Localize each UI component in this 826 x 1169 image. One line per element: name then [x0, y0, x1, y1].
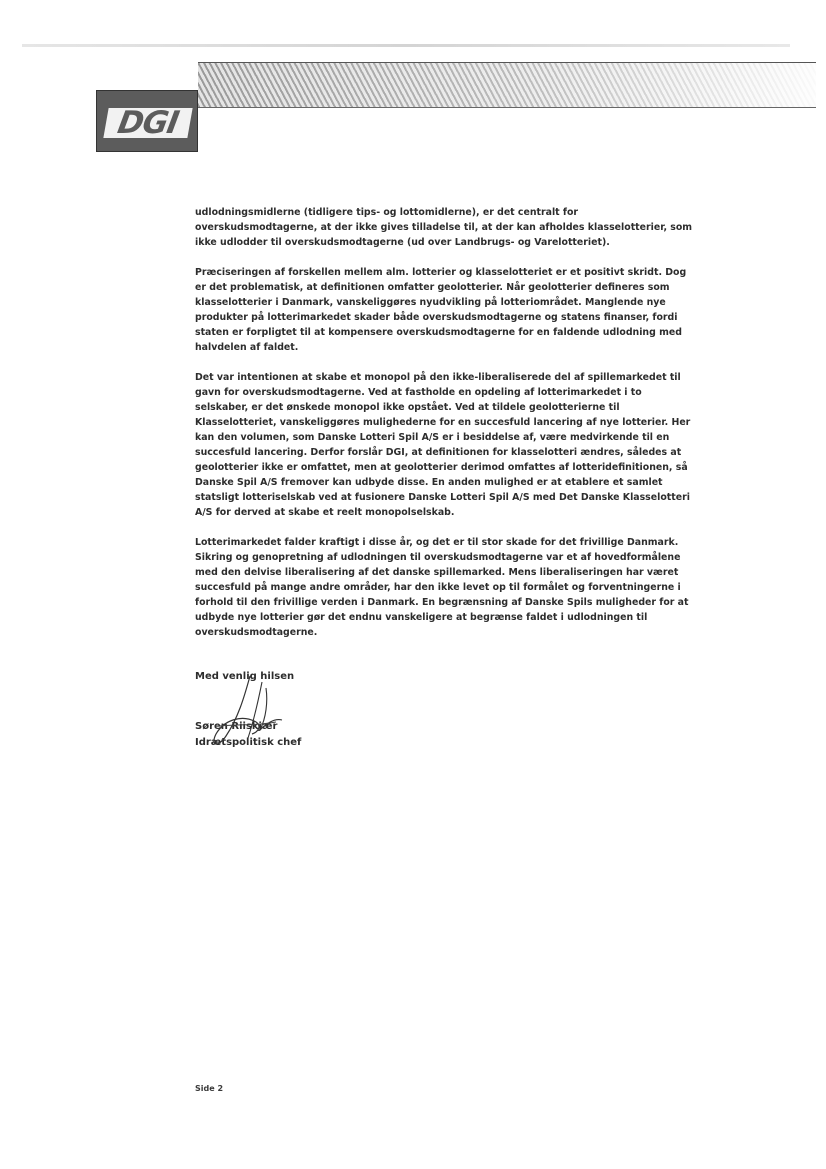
page-number: Side 2	[195, 1084, 224, 1093]
letterhead	[96, 62, 816, 154]
page-footer	[195, 1084, 223, 1093]
letterhead-hatch-band	[198, 62, 816, 108]
letter-body	[195, 205, 695, 655]
paragraph-2: Præciseringen af forskellen mellem alm. lotterier og klasselotteriet er et positivt skridt. Dog er det problematisk, at definitionen omfatter geolotterier. Når geolotterier defineres som klasselotterier i Danmark, vanskeliggøres nyudvikling på lotteriområdet. Manglende nye produkter på lotterimarkedet skader både overskudsmodtagerne og statens finanser, fordi staten er forpligtet til at kompensere overskudsmodtagerne for en faldende udlodning med halvdelen af faldet.	[195, 267, 687, 353]
paragraph-4: Lotterimarkedet falder kraftigt i disse år, og det er til stor skade for det frivillige Danmark. Sikring og genopretning af udlodningen til overskudsmodtagerne var et af hovedformålene med den delvise liberalisering af det danske spillemarked. Mens liberaliseringen har været succesfuld på mange andre områder, har den ikke levet op til formålet og forventningerne i forhold til den frivillige verden i Danmark. En begrænsning af Danske Spils muligheder for at udbyde nye lotterier gør det endnu vanskeligere at begrænse faldet i udlodningen til overskudsmodtagerne.	[195, 537, 689, 638]
scan-edge-line	[22, 44, 790, 47]
signer-title: Idrætspolitisk chef	[195, 737, 302, 748]
paragraph-1: udlodningsmidlerne (tidligere tips- og lottomidlerne), er det centralt for overskudsmodtagerne, at der ikke gives tilladelse til, at der kan afholdes klasselotterier, som ikke udlodder til overskudsmodtagerne (ud over Landbrugs- og Varelotteriet).	[195, 207, 693, 248]
paragraph-3: Det var intentionen at skabe et monopol på den ikke-liberaliserede del af spillemarkedet til gavn for overskudsmodtagerne. Ved at fastholde en opdeling af lotterimarkedet i to selskaber, er det ønskede monopol ikke opstået. Ved at tildele geolotterierne til Klasselotteriet, vanskeliggøres mulighederne for en succesfuld lancering af nye lotterier. Her kan den volumen, som Danske Lotteri Spil A/S er i besiddelse af, være medvirkende til en succesfuld lancering. Derfor forslår DGI, at definitionen for klasselotteri ændres, således at geolotterier ikke er omfattet, men at geolotterier derimod omfattes af lotteridefinitionen, så Danske Spil A/S fremover kan udbyde disse. En anden mulighed er at etablere et samlet statsligt lotteriselskab ved at fusionere Danske Lotteri Spil A/S med Det Danske Klasselotteri A/S for derved at skabe et reelt monopolselskab.	[195, 372, 691, 518]
dgi-logo-text: DGI	[103, 108, 192, 138]
closing-greeting: Med venlig hilsen	[195, 671, 295, 682]
handwritten-signature	[196, 668, 306, 768]
signer-name: Søren Riiskjær	[195, 721, 278, 732]
